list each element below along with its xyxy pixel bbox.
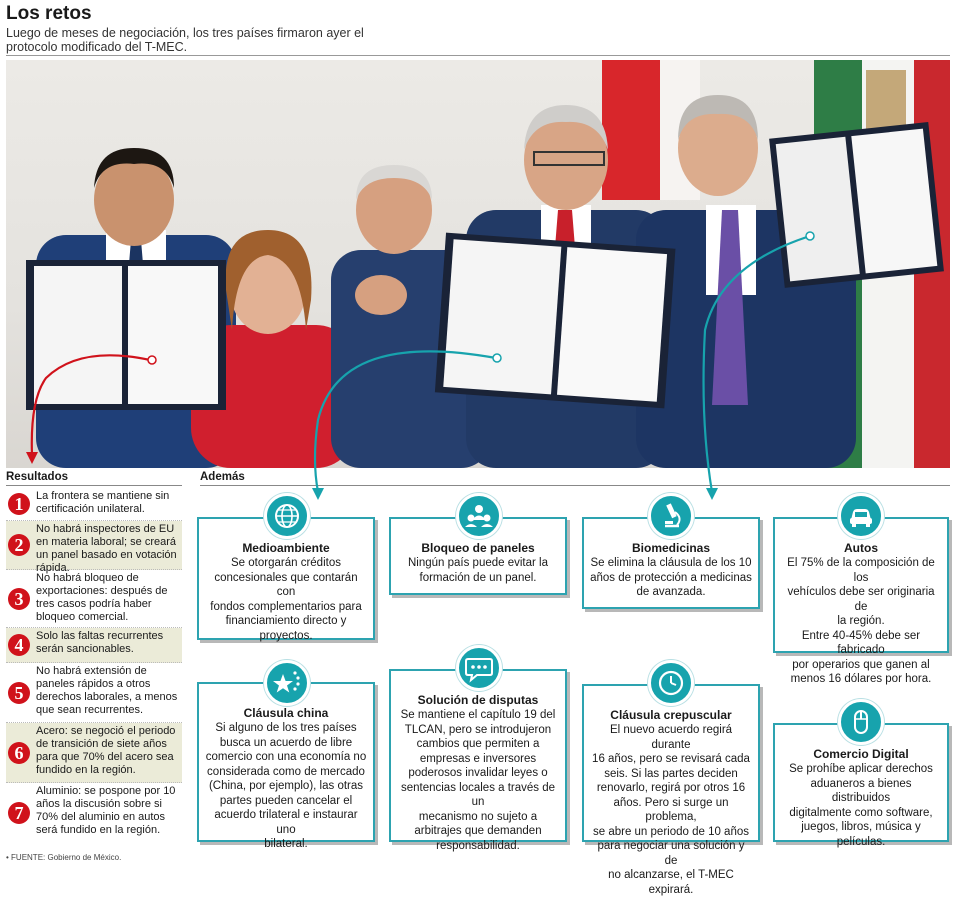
result-text: No habrá bloqueo de exportaciones: después de tres casos podría haber bloqueo comercial. (36, 572, 168, 623)
signing-photo (6, 60, 950, 468)
result-text: No habrá inspectores de EU en materia laboral; se creará un panel basado en votación rápida. (36, 523, 177, 574)
box-title: Solución de disputas (417, 693, 539, 707)
box-text: Se prohíbe aplicar derechos aduaneros a bienes distribuidos digitalmente como software, juegos, libros, música y películas. (789, 763, 933, 848)
box-text: Ningún país puede evitar la formación de un panel. (407, 557, 548, 584)
number-badge: 6 (8, 742, 30, 764)
number-badge: 7 (8, 802, 30, 824)
result-item (6, 570, 182, 628)
box-title: Medioambiente (242, 541, 330, 555)
results-heading: Resultados (6, 471, 68, 483)
result-text: Solo las faltas recurrentes serán sancionables. (36, 630, 164, 655)
source-note: • FUENTE: Gobierno de México. (6, 853, 122, 862)
number-badge: 3 (8, 588, 30, 610)
box-title: Autos (844, 541, 878, 555)
result-text: La frontera se mantiene sin certificación unilateral. (36, 490, 170, 515)
results-divider (6, 485, 182, 486)
globe-icon (264, 493, 310, 539)
clock-icon (648, 660, 694, 706)
page-title: Los retos (6, 3, 92, 24)
speech-bubble-icon (456, 645, 502, 691)
box-text: Se otorgarán créditos concesionales que contarán con fondos complementarios para financiamiento directo y proyectos. (210, 557, 362, 642)
box-title: Cláusula china (243, 706, 329, 720)
result-item (6, 521, 182, 574)
number-badge: 2 (8, 534, 30, 556)
result-text: Aluminio: se pospone por 10 años la discusión sobre si 70% del aluminio en autos será fundido en la región. (36, 785, 176, 836)
extras-heading: Además (200, 471, 245, 483)
box-text: El nuevo acuerdo regirá durante 16 años, pero se revisará cada seis. Si las partes deciden renovarlo, regirá por otros 16 años. Pero si surge un problema, se abre un periodo de 10 años para negociar una solución y de no alcanzarse, el T-MEC expirará. (592, 724, 750, 896)
info-box-solucion-disputas (389, 669, 567, 852)
result-item (6, 488, 182, 521)
result-text: No habrá extensión de paneles rápidos a otros derechos laborales, a menos que sean recurrentes. (36, 665, 178, 716)
number-badge: 1 (8, 493, 30, 515)
box-title: Biomedicinas (631, 541, 711, 555)
microscope-icon (648, 493, 694, 539)
result-item (6, 723, 182, 783)
number-badge: 5 (8, 682, 30, 704)
info-box-clausula-crepuscular (582, 684, 760, 896)
result-item (6, 663, 182, 723)
car-icon (838, 493, 884, 539)
number-badge: 4 (8, 634, 30, 656)
divider (6, 55, 950, 56)
info-box-clausula-china (197, 682, 375, 850)
box-text: El 75% de la composición de los vehículos debe ser originaria de la región. Entre 40-45% debe ser fabricado por operarios que ganen al menos 16 dólares por hora. (787, 557, 935, 685)
star-icon (264, 660, 310, 706)
results-list (6, 488, 182, 843)
result-text: Acero: se negoció el periodo de transición de siete años para que 70% del acero sea fundido en la región. (36, 725, 176, 776)
box-title: Comercio Digital (813, 747, 909, 761)
extras-divider (200, 485, 950, 486)
box-title: Cláusula crepuscular (610, 708, 732, 722)
result-item (6, 628, 182, 663)
box-title: Bloqueo de paneles (421, 541, 535, 555)
box-text: Se elimina la cláusula de los 10 años de protección a medicinas de avanzada. (590, 557, 752, 598)
box-text: Se mantiene el capítulo 19 del TLCAN, pero se introdujeron cambios que permiten a empresas e inversores poderosos invalidar leyes o sentencias locales a través de un mecanismo no sujeto a arbitrajes que demanden responsabilidad. (400, 709, 556, 852)
subtitle: Luego de meses de negociación, los tres países firmaron ayer el protocolo modificado del T-MEC. (6, 26, 364, 54)
box-text: Si alguno de los tres países busca un acuerdo de libre comercio con una economía no considerada como de mercado (China, por ejemplo), las otras partes pueden cancelar el acuerdo trilateral e instaurar uno bilateral. (205, 722, 367, 850)
people-icon (456, 493, 502, 539)
mouse-icon (838, 699, 884, 745)
result-item (6, 783, 182, 843)
